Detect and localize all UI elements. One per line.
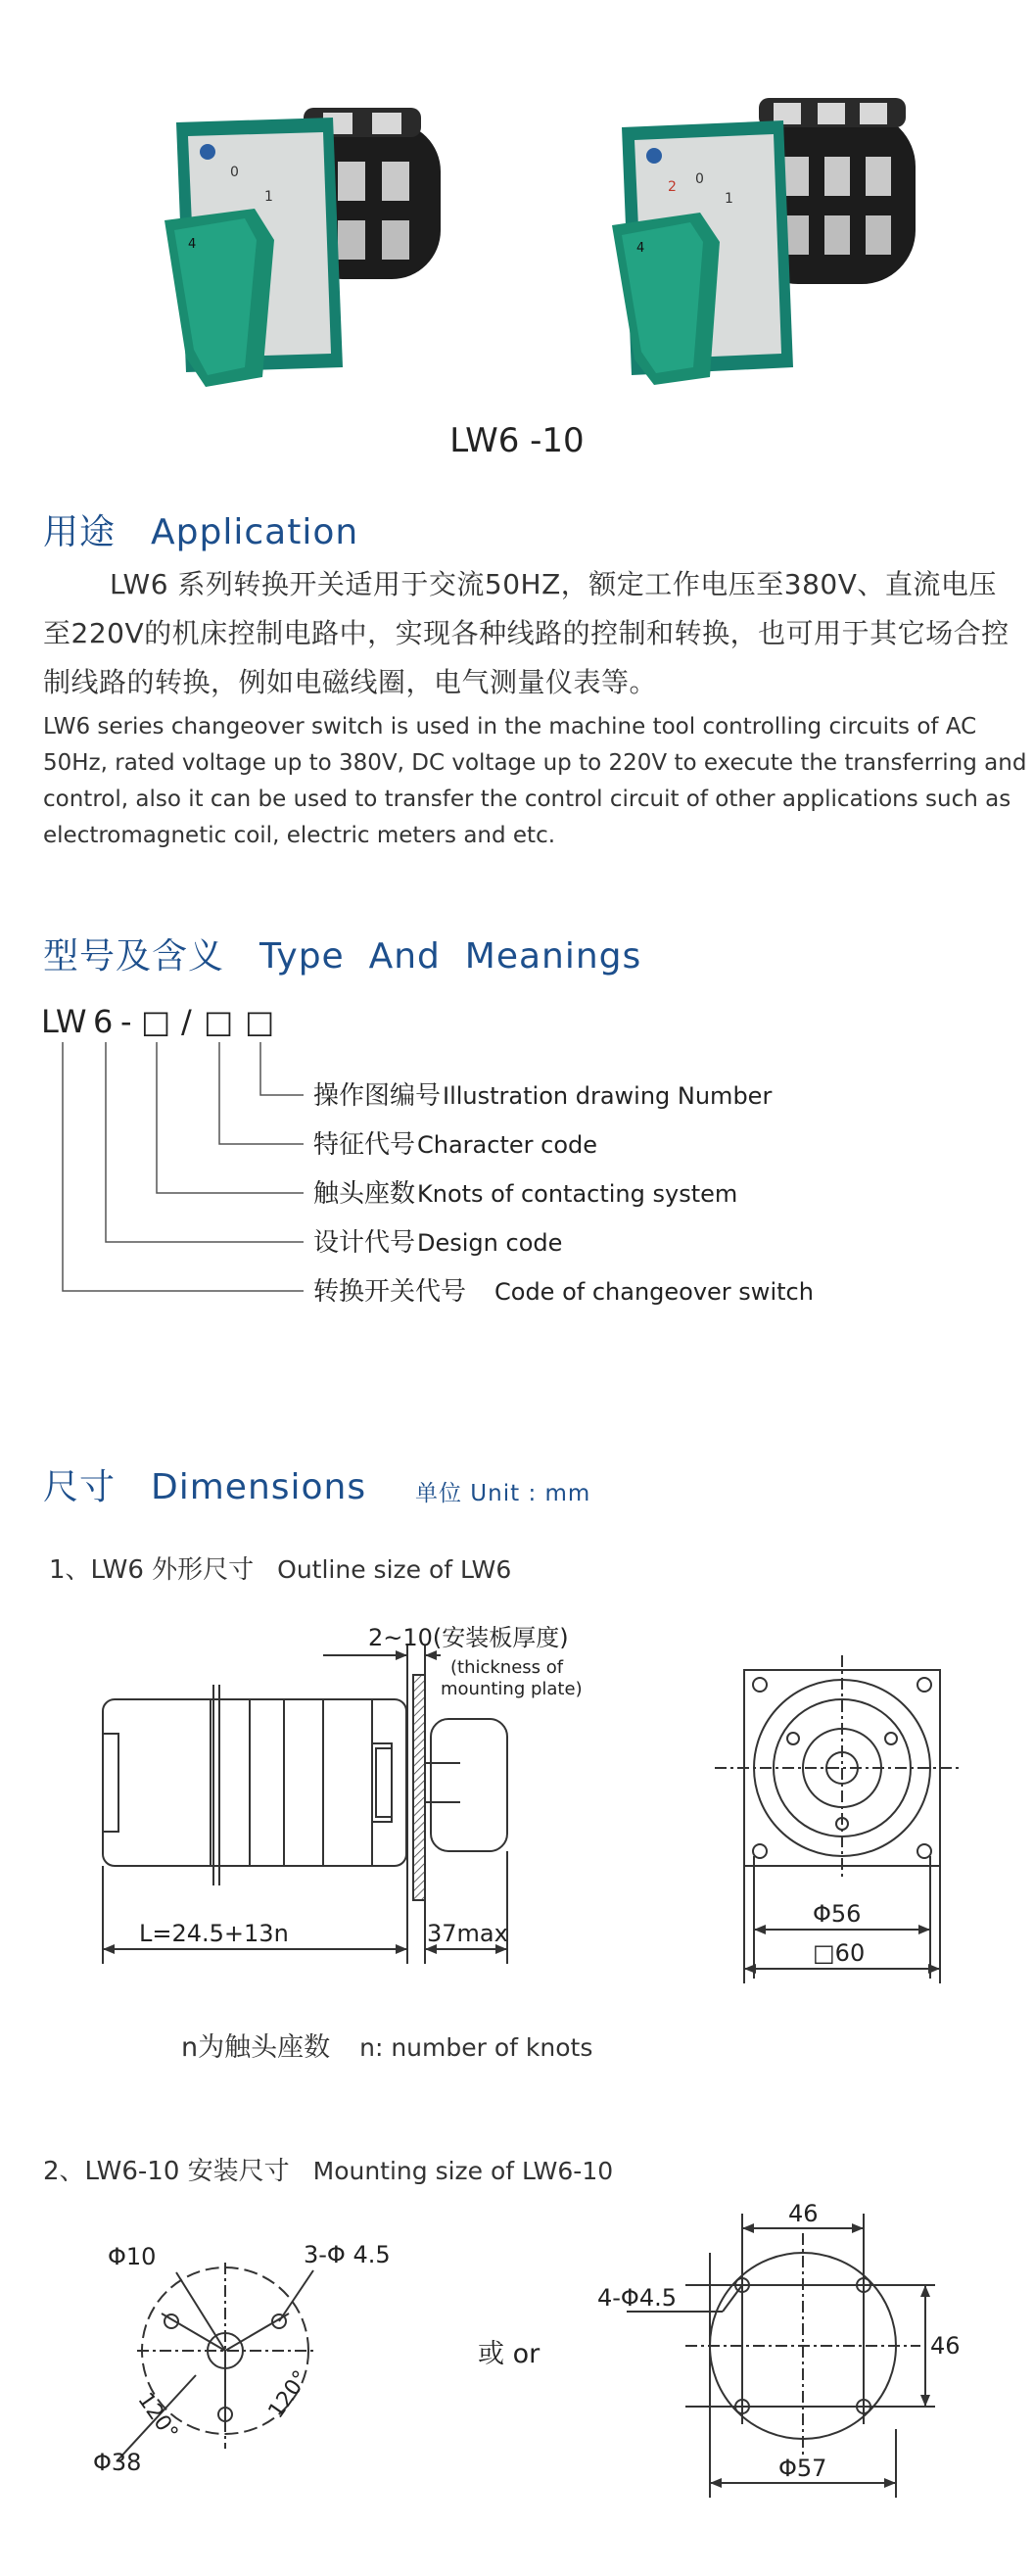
mounting-heading bbox=[43, 2151, 613, 2187]
dimensions-title-en: Dimensions bbox=[151, 1467, 367, 1507]
length-dimension: L=24.5+13n bbox=[139, 1920, 289, 1947]
code-part-lw: LW bbox=[41, 1003, 87, 1040]
position-mark-1: 1 bbox=[725, 191, 733, 207]
angle-label-left: 120° bbox=[132, 2388, 183, 2446]
type-meanings-heading bbox=[43, 929, 641, 978]
code-part-slash: / bbox=[181, 1003, 192, 1040]
application-text-en: LW6 series changeover switch is used in the machine tool controlling circuits of AC 50Hz, rated voltage up to 380V, DC voltage up to 220V to execute the transferring and control, also it can be used to transfer the control circuit of other applications such as electromagnetic coil, electric meters and etc. bbox=[43, 714, 1027, 848]
front-circle-dimension: Φ56 bbox=[813, 1900, 862, 1928]
four-holes-dimension: 4-Φ4.5 bbox=[597, 2284, 677, 2312]
meaning-item-1-en: Character code bbox=[417, 1131, 597, 1159]
three-holes-dimension: 3-Φ 4.5 bbox=[304, 2241, 391, 2268]
meaning-item-3-en: Design code bbox=[417, 1229, 563, 1257]
position-mark-0: 0 bbox=[230, 165, 239, 180]
meaning-item-2-cn: 触头座数 bbox=[313, 1179, 416, 1209]
bottom-dimension: Φ57 bbox=[778, 2455, 827, 2482]
position-mark-2: 2 bbox=[668, 179, 677, 195]
knots-note-cn: n为触头座数 bbox=[181, 2032, 331, 2063]
type-code-diagram bbox=[39, 997, 862, 1311]
pcd-dimension: Φ38 bbox=[93, 2449, 142, 2476]
meaning-item-3-cn: 设计代号 bbox=[313, 1228, 416, 1258]
side-dimension: 46 bbox=[930, 2332, 961, 2360]
dimensions-heading bbox=[43, 1459, 366, 1509]
plate-thickness-label: 2~10(安装板厚度) bbox=[368, 1626, 569, 1651]
mounting-four-hole-view bbox=[597, 2194, 1009, 2517]
handle-mark: 4 bbox=[188, 237, 197, 252]
product-photo-right bbox=[597, 93, 940, 387]
type-title-en: Type And Meanings bbox=[259, 936, 642, 977]
center-hole-dimension: Φ10 bbox=[108, 2243, 157, 2270]
meaning-item-0-en: Illustration drawing Number bbox=[443, 1082, 773, 1110]
plate-note-line-1: (thickness of bbox=[450, 1657, 564, 1678]
meaning-item-1-cn: 特征代号 bbox=[313, 1130, 416, 1160]
meaning-item-2-en: Knots of contacting system bbox=[417, 1180, 738, 1208]
outline-side-view bbox=[88, 1626, 636, 1988]
outline-heading-cn: 1、LW6 外形尺寸 bbox=[49, 1555, 255, 1585]
outline-heading-en: Outline size of LW6 bbox=[277, 1555, 512, 1584]
code-part-dash: - bbox=[120, 1003, 132, 1040]
meaning-item-4-cn: 转换开关代号 bbox=[313, 1277, 467, 1307]
meaning-item-4-en: Code of changeover switch bbox=[494, 1278, 814, 1306]
code-part-box-2: □ bbox=[204, 1003, 234, 1040]
plate-note-line-2: mounting plate) bbox=[441, 1679, 583, 1699]
handle-mark: 4 bbox=[636, 241, 645, 256]
product-photo-left bbox=[147, 93, 470, 387]
code-part-box-1: □ bbox=[141, 1003, 171, 1040]
outline-front-view bbox=[705, 1655, 960, 1988]
front-square-dimension: □60 bbox=[813, 1939, 866, 1967]
or-label: 或 or bbox=[478, 2339, 540, 2369]
application-title-en: Application bbox=[151, 512, 359, 552]
type-title-cn: 型号及含义 bbox=[43, 936, 225, 977]
code-part-6: 6 bbox=[93, 1003, 114, 1040]
code-part-box-3: □ bbox=[245, 1003, 275, 1040]
dimensions-title-cn: 尺寸 bbox=[43, 1467, 117, 1507]
application-text-cn: LW6 系列转换开关适用于交流50HZ，额定工作电压至380V、直流电压至220V的机床控制电路中，实现各种线路的控制和转换，也可用于其它场合控制线路的转换，例如电磁线圈，电气测量仪表等。 bbox=[43, 568, 1010, 698]
application-heading bbox=[43, 504, 358, 554]
mounting-heading-en: Mounting size of LW6-10 bbox=[312, 2157, 614, 2185]
depth-dimension: 37max bbox=[427, 1920, 508, 1947]
unit-label: 单位 Unit : mm bbox=[415, 1481, 591, 1506]
meaning-item-0-cn: 操作图编号 bbox=[313, 1081, 442, 1111]
mounting-three-hole-view bbox=[78, 2223, 470, 2478]
angle-label-right: 120° bbox=[263, 2366, 314, 2423]
model-caption: LW6 -10 bbox=[449, 421, 585, 460]
top-dimension: 46 bbox=[788, 2200, 819, 2227]
knots-note bbox=[181, 2026, 592, 2064]
knots-note-en: n: number of knots bbox=[359, 2033, 593, 2062]
position-mark-1: 1 bbox=[264, 189, 273, 205]
position-mark-0: 0 bbox=[695, 171, 704, 187]
outline-heading bbox=[49, 1550, 511, 1586]
mounting-heading-cn: 2、LW6-10 安装尺寸 bbox=[43, 2157, 290, 2186]
application-title-cn: 用途 bbox=[43, 512, 117, 552]
